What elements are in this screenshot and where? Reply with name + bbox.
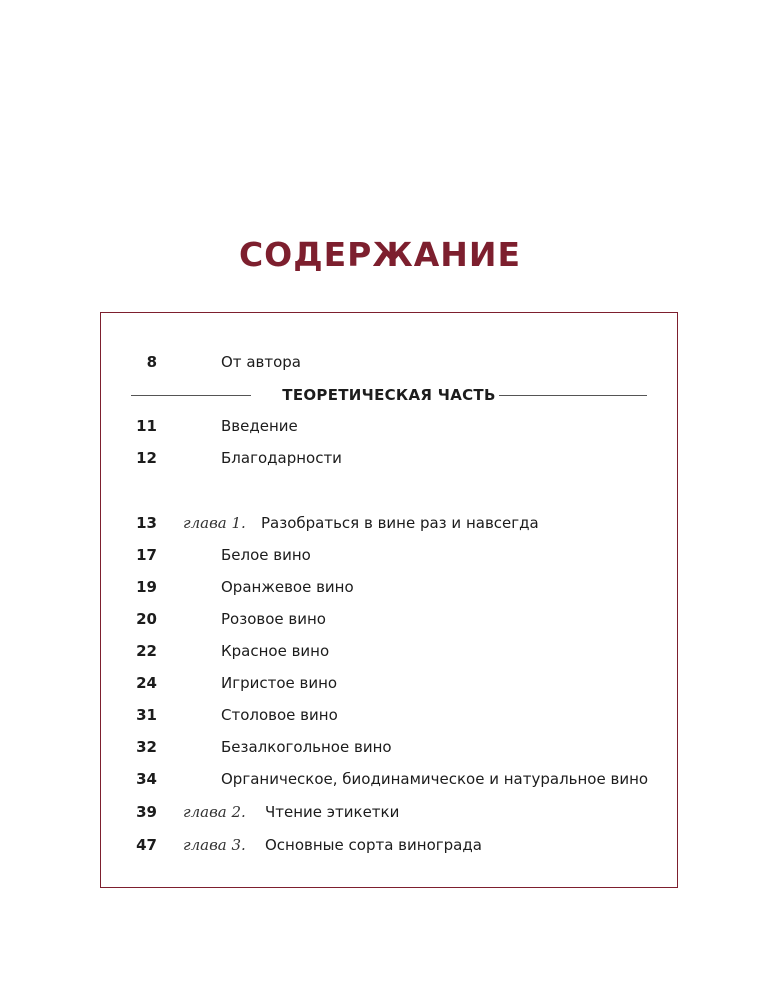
- divider-line-right: [499, 395, 647, 396]
- toc-entry-intro[interactable]: [101, 350, 679, 374]
- page-number: 34: [136, 770, 157, 788]
- table-of-contents: [100, 312, 678, 888]
- page-number: 13: [136, 514, 157, 532]
- chapter-prefix: глава 1.: [183, 514, 246, 532]
- toc-entry[interactable]: [101, 639, 679, 663]
- page-number: 22: [136, 642, 157, 660]
- toc-entry[interactable]: [101, 735, 679, 759]
- page-number: 8: [146, 353, 157, 371]
- toc-entry[interactable]: [101, 703, 679, 727]
- toc-entry[interactable]: [101, 414, 679, 438]
- entry-label: От автора: [221, 353, 301, 371]
- toc-entry[interactable]: [101, 671, 679, 695]
- page-number: 12: [136, 449, 157, 467]
- page-number: 47: [136, 836, 157, 854]
- entry-label: Органическое, биодинамическое и натуральное вино: [221, 770, 649, 788]
- toc-entry[interactable]: [101, 767, 679, 791]
- toc-entry[interactable]: [101, 543, 679, 567]
- entry-label: Игристое вино: [221, 674, 338, 692]
- page-number: 31: [136, 706, 157, 724]
- toc-entry[interactable]: [101, 607, 679, 631]
- entry-label: Столовое вино: [221, 706, 338, 724]
- page-title: СОДЕРЖАНИЕ: [238, 235, 522, 275]
- section-divider: [131, 383, 647, 407]
- toc-entry-chapter[interactable]: [101, 511, 679, 535]
- page-number: 24: [136, 674, 157, 692]
- entry-label: Оранжевое вино: [221, 578, 354, 596]
- entry-label: Безалкогольное вино: [221, 738, 392, 756]
- entry-label: Красное вино: [221, 642, 330, 660]
- page-number: 20: [136, 610, 157, 628]
- chapter-prefix: глава 3.: [183, 836, 246, 854]
- toc-entry-chapter[interactable]: [101, 833, 679, 857]
- chapter-prefix: глава 2.: [183, 803, 246, 821]
- entry-label: Благодарности: [221, 449, 342, 467]
- page-number: 32: [136, 738, 157, 756]
- entry-label: Разобраться в вине раз и навсегда: [261, 514, 539, 532]
- page-number: 19: [136, 578, 157, 596]
- entry-label: Чтение этикетки: [265, 803, 400, 821]
- entry-label: Основные сорта винограда: [265, 836, 482, 854]
- toc-entry[interactable]: [101, 575, 679, 599]
- section-title: ТЕОРЕТИЧЕСКАЯ ЧАСТЬ: [282, 386, 496, 404]
- entry-label: Введение: [221, 417, 298, 435]
- entry-label: Белое вино: [221, 546, 311, 564]
- toc-entry-chapter[interactable]: [101, 800, 679, 824]
- page-number: 39: [136, 803, 157, 821]
- entry-label: Розовое вино: [221, 610, 326, 628]
- page-number: 11: [136, 417, 157, 435]
- toc-entry[interactable]: [101, 446, 679, 470]
- page-number: 17: [136, 546, 157, 564]
